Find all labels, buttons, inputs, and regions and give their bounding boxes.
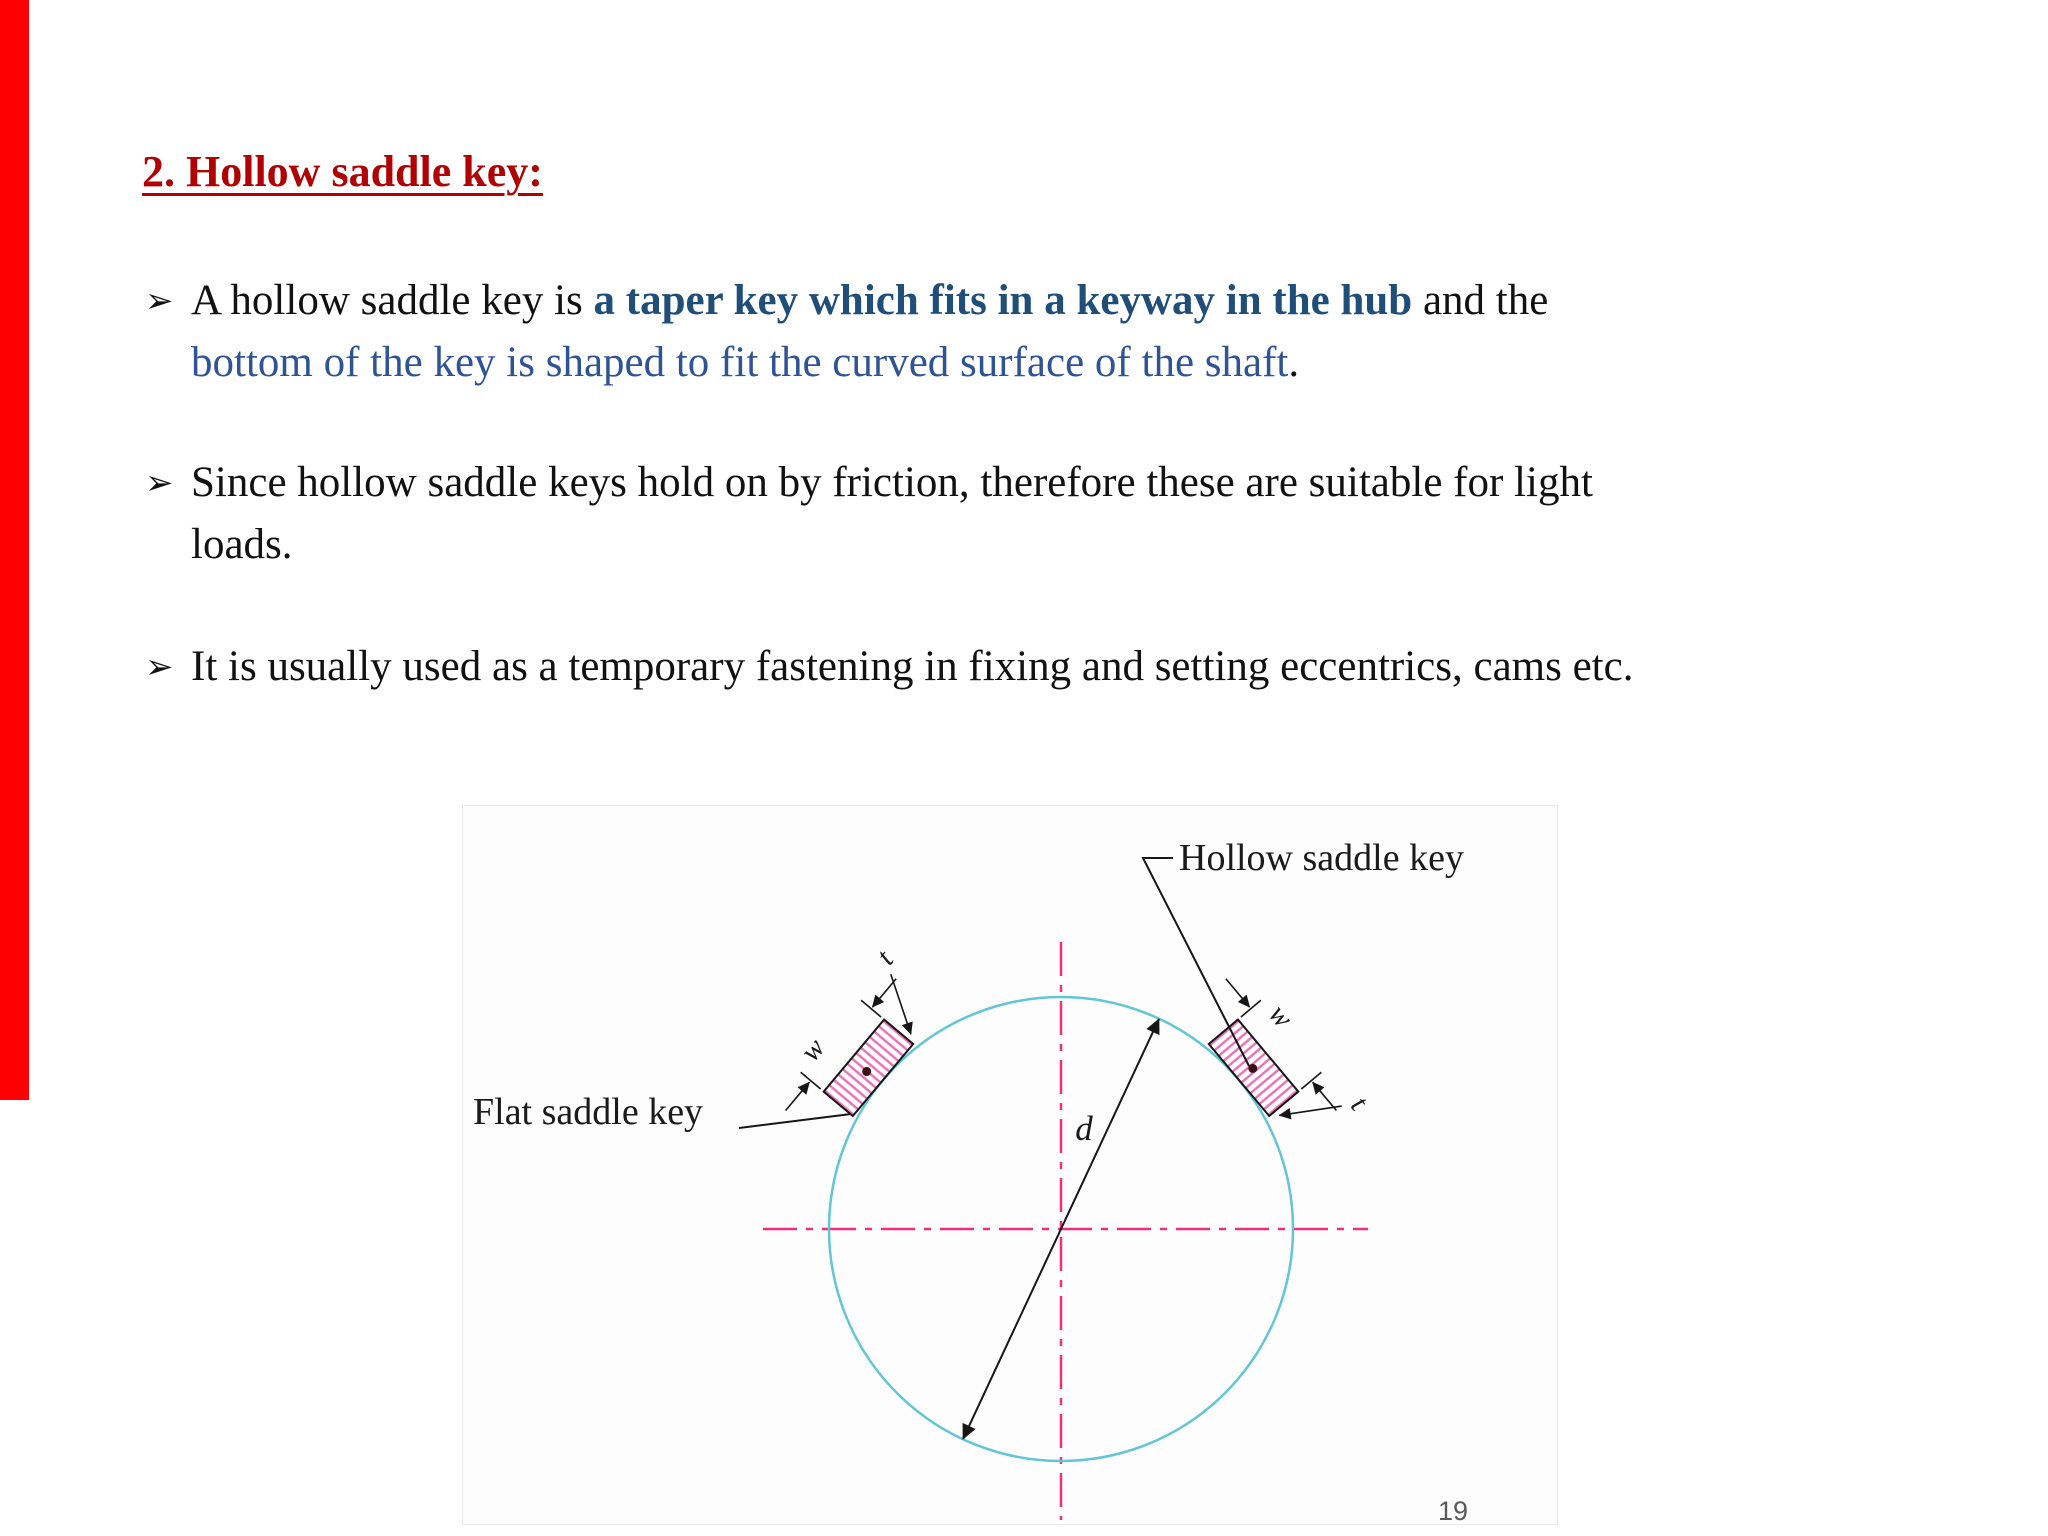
dimension-w-left (786, 1082, 810, 1110)
bullet-item-2 (145, 452, 1978, 576)
dimension-w-right (1226, 979, 1250, 1007)
left-accent-bar (0, 0, 29, 1100)
label-t-right: t (1344, 1089, 1374, 1117)
bullet-text-segment: loads. (191, 521, 293, 568)
page-title: 2. Hollow saddle key: (142, 147, 543, 196)
label-w-left: w (794, 1032, 832, 1068)
label-t-left: t (870, 944, 900, 972)
label-hollow-saddle-key: Hollow saddle key (1179, 837, 1464, 879)
bullet-text (191, 452, 1978, 576)
hollow-saddle-key-shape (1184, 954, 1375, 1156)
bullet-marker: ➢ (145, 463, 174, 503)
bullet-text-segment-emphasis: a taper key which fits in a keyway in the hub (593, 277, 1413, 324)
bullet-text-segment: . (1288, 339, 1300, 386)
bullet-marker: ➢ (145, 281, 174, 321)
bullet-text-segment: and the (1412, 277, 1549, 324)
bullet-text (191, 270, 1978, 394)
key-diagram-figure (463, 806, 1557, 1524)
label-w-right: w (1262, 998, 1300, 1034)
label-flat-saddle-key: Flat saddle key (473, 1091, 704, 1133)
bullet-item-3 (145, 636, 1978, 698)
leader-line-flat (739, 1114, 851, 1128)
bullet-text-segment: It is usually used as a temporary fastening in fixing and setting eccentrics, cams etc. (191, 643, 1634, 690)
bullet-text (191, 636, 1978, 698)
bullet-text-segment: A hollow saddle key is (191, 277, 594, 324)
bullet-item-1 (145, 270, 1978, 394)
bullet-marker: ➢ (145, 647, 174, 687)
leader-line-hollow (1143, 858, 1249, 1066)
bullet-text-segment-blue: bottom of the key is shaped to fit the curved surface of the shaft (191, 339, 1289, 386)
bullet-text-segment: Since hollow saddle keys hold on by friction, therefore these are suitable for light (191, 459, 1593, 506)
page-number: 19 (1438, 1496, 1469, 1526)
label-d: d (1075, 1109, 1093, 1148)
key-diagram (463, 806, 1557, 1524)
